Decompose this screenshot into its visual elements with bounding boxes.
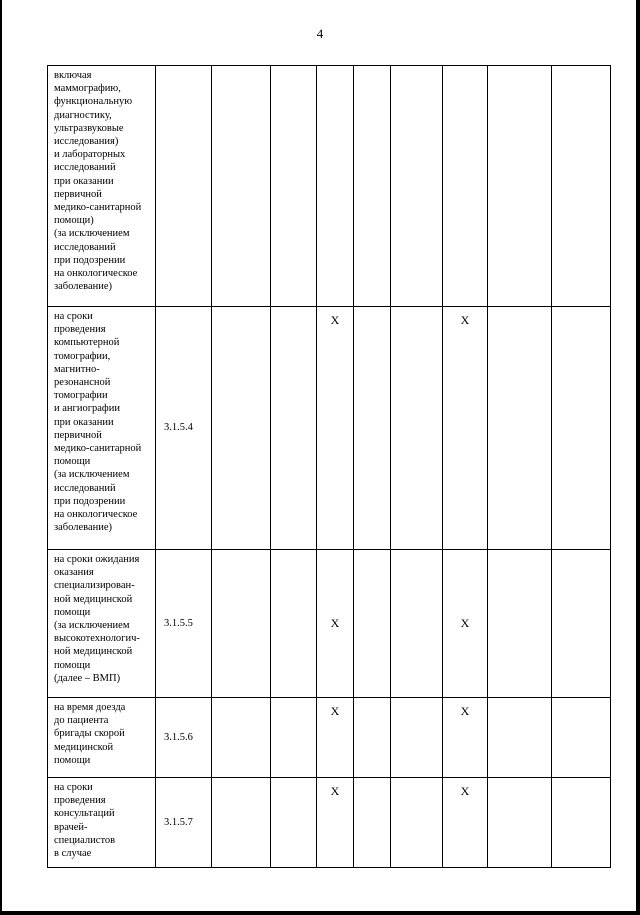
row-code: 3.1.5.5 (156, 550, 212, 698)
row-mark-a: X (317, 778, 354, 868)
table-row (48, 698, 611, 778)
table-cell (212, 698, 271, 778)
table-cell (391, 66, 443, 307)
table-cell (212, 66, 271, 307)
table-cell (271, 307, 317, 550)
table-cell (552, 550, 611, 698)
table-cell (488, 778, 552, 868)
scan-edge-left (0, 0, 2, 915)
table-cell (552, 66, 611, 307)
table-cell (391, 698, 443, 778)
table-cell (271, 778, 317, 868)
table-cell (391, 307, 443, 550)
row-code: 3.1.5.7 (156, 778, 212, 868)
table-cell (488, 550, 552, 698)
table-row (48, 550, 611, 698)
row-mark-a: X (317, 307, 354, 550)
table-cell (271, 698, 317, 778)
scan-edge-right (636, 0, 640, 915)
table-cell (552, 698, 611, 778)
table-row (48, 307, 611, 550)
table-cell (354, 66, 391, 307)
table-cell (212, 550, 271, 698)
row-description: включая маммографию, функциональную диагностику, ультразвуковые исследования) и лабораторных исследований при оказании первичной медико-санитарной помощи) (за исключением исследований при подозрении на онкологическое заболевание) (48, 66, 156, 307)
row-mark-b: X (443, 778, 488, 868)
row-mark-a (317, 66, 354, 307)
row-mark-a: X (317, 698, 354, 778)
table-cell (488, 307, 552, 550)
table-cell (212, 778, 271, 868)
row-mark-b: X (443, 698, 488, 778)
table-cell (391, 778, 443, 868)
row-code: 3.1.5.6 (156, 698, 212, 778)
page-number: 4 (316, 26, 324, 41)
row-mark-b: X (443, 307, 488, 550)
row-description: на сроки проведения компьютерной томографии, магнитно- резонансной томографии и ангиографии при оказании первичной медико-санитарной помощи (за исключением исследований при подозрении на онкологическое заболевание) (48, 307, 156, 550)
table-cell (212, 307, 271, 550)
table-cell (354, 550, 391, 698)
table-cell (488, 66, 552, 307)
table-cell (271, 550, 317, 698)
table-cell (354, 698, 391, 778)
scan-edge-bottom (0, 911, 640, 915)
row-mark-a: X (317, 550, 354, 698)
table-row (48, 778, 611, 868)
row-code (156, 66, 212, 307)
row-description: на сроки ожидания оказания специализирован- ной медицинской помощи (за исключением высокотехнологич- ной медицинской помощи (далее – ВМП) (48, 550, 156, 698)
table-cell (354, 778, 391, 868)
row-code: 3.1.5.4 (156, 307, 212, 550)
row-description: на сроки проведения консультаций врачей- специалистов в случае (48, 778, 156, 868)
row-mark-b: X (443, 550, 488, 698)
table-cell (552, 778, 611, 868)
table-cell (354, 307, 391, 550)
table-row (48, 66, 611, 307)
row-description: на время доезда до пациента бригады скорой медицинской помощи (48, 698, 156, 778)
row-mark-b (443, 66, 488, 307)
table-cell (271, 66, 317, 307)
table-cell (391, 550, 443, 698)
table-cell (552, 307, 611, 550)
table-cell (488, 698, 552, 778)
document-table (47, 65, 611, 868)
